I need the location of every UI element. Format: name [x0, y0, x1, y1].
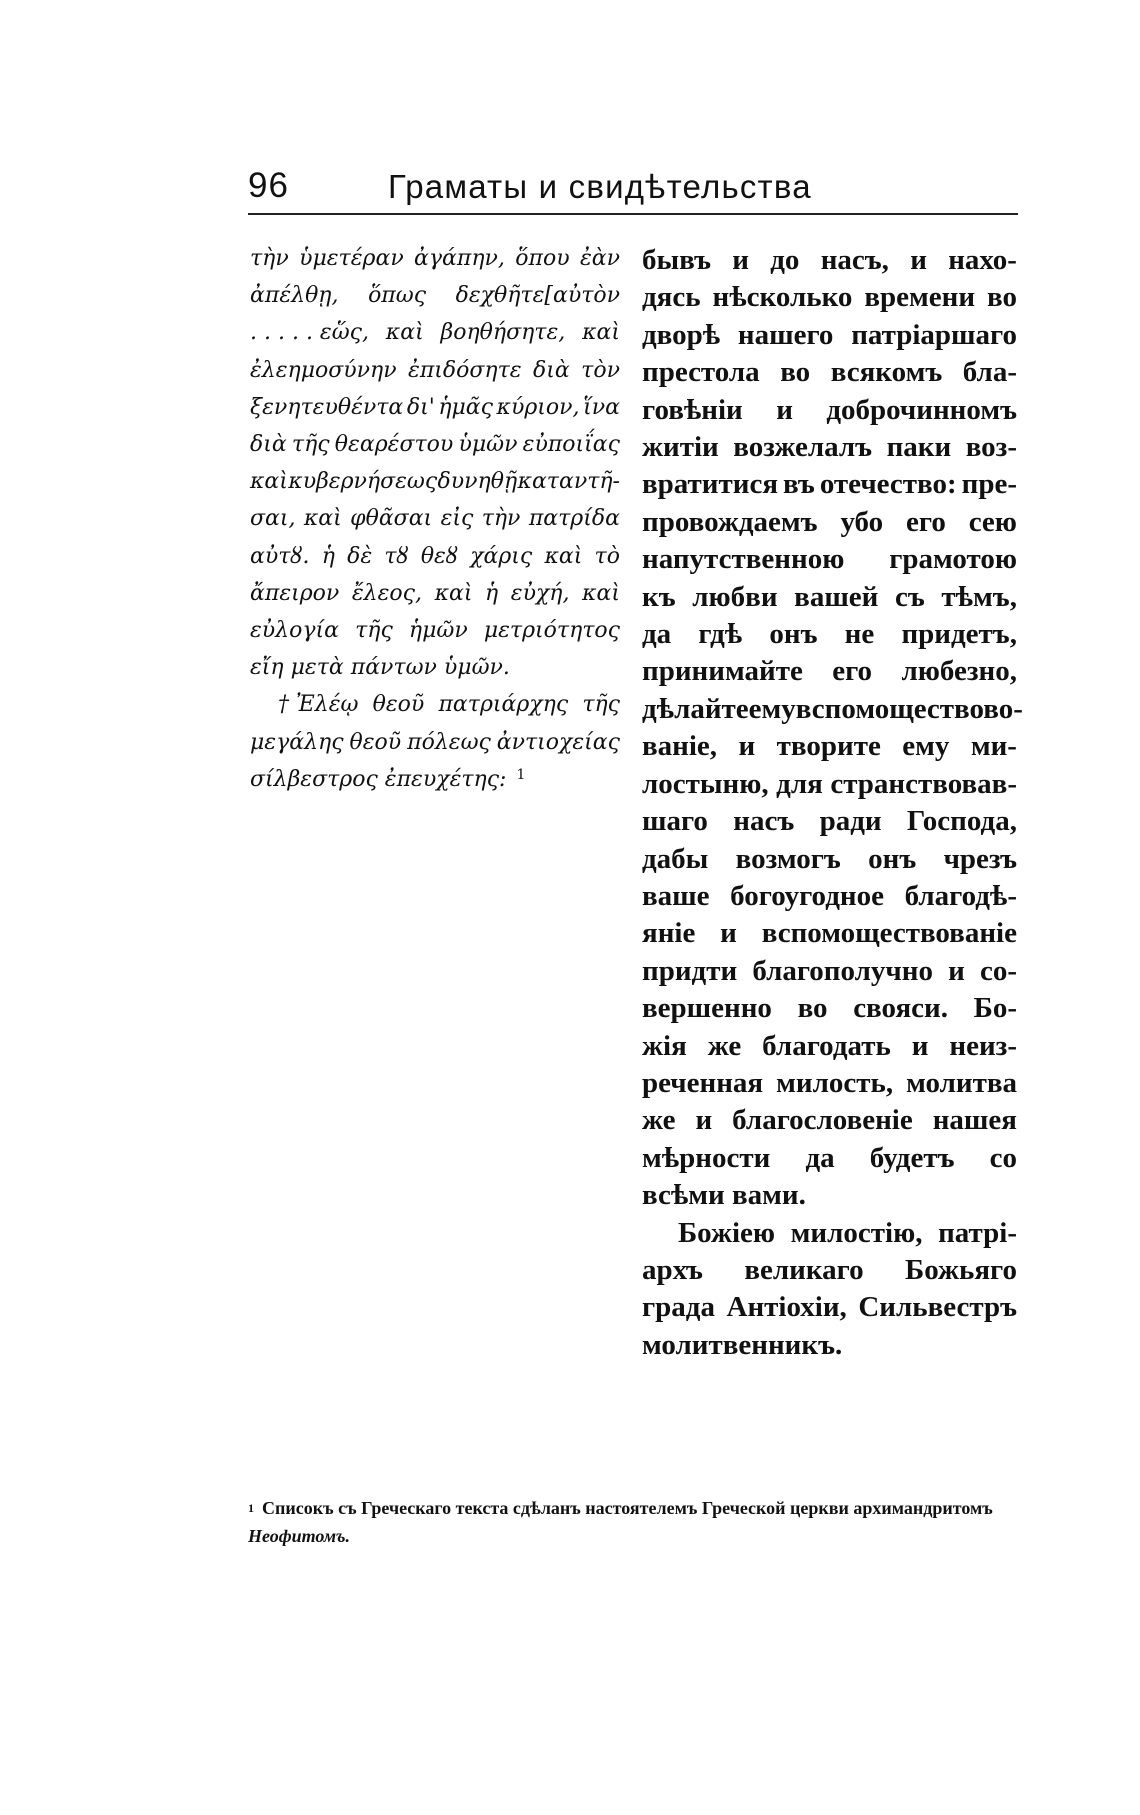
word: τὴν: [481, 506, 521, 532]
word: κυβερνήσεως: [288, 469, 438, 495]
word: καὶ: [582, 320, 620, 346]
text-line: [642, 878, 1017, 915]
footnote: [248, 1494, 1018, 1550]
word: молитвенникъ.: [642, 1328, 843, 1361]
word: всѣми вами.: [642, 1179, 806, 1212]
word: ἐλεημοσύνην: [250, 357, 397, 383]
word: πατρίδα: [528, 506, 620, 532]
word: δεχθῆτε[αὐτὸν: [455, 283, 620, 309]
word: въ: [782, 468, 815, 501]
word: пре-: [961, 468, 1017, 501]
word: τὴν: [250, 246, 289, 271]
word: τὸν: [581, 357, 620, 383]
word: καὶ: [385, 320, 424, 346]
word: его: [832, 655, 873, 688]
text-line: [250, 724, 620, 761]
word: καὶ: [434, 580, 473, 606]
word: во: [797, 992, 828, 1025]
page-header: [248, 158, 1018, 208]
text-line: [642, 1215, 1017, 1252]
word: ἐὰν: [579, 246, 620, 271]
word: εὐποιΐας: [522, 432, 620, 458]
word: милость,: [776, 1066, 894, 1099]
word: дѣлайте: [642, 692, 749, 725]
text-line: [642, 841, 1017, 878]
footnote-text: Списокъ съ Греческаго текста сдѣланъ настоятелемъ Греческой церкви архимандритомъ: [262, 1498, 993, 1518]
word: ἔλεος,: [351, 580, 422, 606]
text-line: [250, 500, 620, 537]
word: со: [989, 1141, 1017, 1174]
word: для: [776, 767, 823, 800]
word: πατριάρχης: [438, 692, 569, 718]
text-line: [642, 803, 1017, 840]
text-line: [642, 1028, 1017, 1065]
word: θεοῦ: [349, 729, 402, 755]
word: † Ἐλέῳ: [278, 692, 359, 718]
word: ὑμῶν: [458, 432, 518, 458]
text-line: [642, 354, 1017, 391]
word: διὰ: [533, 357, 570, 383]
text-line: [642, 279, 1017, 316]
word: и: [776, 393, 793, 426]
word: придти: [642, 954, 738, 987]
text-line: [642, 1252, 1017, 1289]
word: κύριον,: [496, 394, 580, 420]
word: εὐλογία: [250, 618, 339, 644]
text-line: [642, 616, 1017, 653]
word: Бо-: [973, 992, 1017, 1025]
word: φθᾶσαι: [350, 506, 433, 532]
word: чрезъ: [943, 842, 1017, 875]
word: благодѣ-: [904, 879, 1017, 912]
word: ἡμᾶς: [438, 394, 493, 420]
text-line: [250, 352, 620, 389]
word: καὶ: [582, 580, 620, 606]
word: архъ: [642, 1253, 703, 1286]
word: времени: [864, 281, 976, 314]
word: дворѣ: [642, 318, 721, 351]
word: принимайте: [642, 655, 803, 688]
word: ὅπως: [368, 283, 427, 309]
word: мѣрности: [642, 1141, 771, 1174]
word: молитва: [906, 1066, 1017, 1099]
word: πόλεως: [407, 729, 491, 755]
text-line: [642, 504, 1017, 541]
text-line: [250, 277, 620, 314]
word: доброчинномъ: [826, 393, 1017, 426]
word: Господа,: [906, 805, 1017, 838]
word: θεȣ: [420, 543, 459, 569]
word: ваше: [642, 879, 710, 912]
word: ἵνα: [583, 394, 620, 420]
word: ему: [748, 692, 796, 725]
text-line: [642, 1177, 1017, 1214]
word: θεοῦ: [372, 692, 425, 718]
word: ὑμετέραν: [299, 246, 404, 271]
word: и: [910, 244, 927, 276]
word: вспомоществованіе: [761, 917, 1017, 950]
text-line: [250, 575, 620, 612]
word: ми-: [970, 730, 1017, 763]
word: провождаемъ: [642, 505, 818, 538]
word: δι': [406, 394, 435, 420]
greek-column: [250, 240, 620, 798]
footnote-name: Неофитомъ.: [248, 1526, 351, 1546]
text-line: [642, 242, 1017, 279]
word: дабы: [642, 842, 709, 875]
word: вспомоществово-: [795, 692, 1023, 725]
word: ξενητευθέντα: [250, 394, 404, 420]
text-line: [250, 389, 620, 426]
word: великаго: [744, 1253, 864, 1286]
word: къ: [642, 580, 676, 613]
word: богоугодное: [730, 879, 884, 912]
word: съ: [895, 580, 925, 613]
word: δυνηθῇ: [437, 469, 518, 495]
word: δὲ: [347, 543, 373, 569]
word: шаго: [642, 805, 708, 838]
word: нашея: [932, 1104, 1017, 1137]
word: же: [642, 1104, 676, 1137]
word: σίλβεστρος ἐπευχέτης:: [250, 766, 507, 792]
text-line: [250, 761, 620, 798]
word: возжелалъ: [733, 431, 873, 464]
word: τῆς: [291, 432, 330, 458]
word: яніе: [642, 917, 696, 950]
word: возмогъ: [735, 842, 841, 875]
word: ἄπειρον: [250, 580, 340, 606]
word: придетъ,: [901, 618, 1017, 651]
word: ему: [902, 730, 950, 763]
word: убо: [840, 505, 884, 538]
text-line: [250, 686, 620, 723]
text-line: [642, 990, 1017, 1027]
text-line: [642, 728, 1017, 765]
word: . . . . . εὥς,: [250, 320, 369, 346]
word: εἴη μετὰ πάντων ὑμῶν.: [250, 655, 510, 681]
russian-column: [642, 242, 1023, 1364]
text-line: [642, 466, 1017, 503]
word: καὶ: [250, 469, 288, 495]
text-line: [642, 1065, 1017, 1102]
word: милостію,: [790, 1216, 923, 1249]
word: во: [987, 281, 1017, 314]
word: града: [642, 1291, 715, 1324]
word: патрі-: [938, 1216, 1017, 1249]
word: творите: [776, 730, 881, 763]
word: любезно,: [901, 655, 1017, 688]
word: и: [695, 1104, 713, 1137]
word: да: [805, 1141, 835, 1174]
word: всякомъ: [830, 356, 943, 389]
page-number: 96: [248, 166, 289, 205]
word: τῆς: [355, 618, 393, 644]
footnote-marker: 1: [248, 1501, 254, 1515]
word: да: [642, 618, 672, 651]
word: напутственною: [642, 543, 845, 576]
word: διὰ: [250, 432, 287, 458]
word: неиз-: [949, 1029, 1017, 1062]
text-line: [642, 429, 1017, 466]
word: благополучно: [752, 954, 933, 987]
word: εἰς: [440, 506, 474, 532]
text-line: [250, 426, 620, 463]
word: τȣ: [384, 543, 409, 569]
word: и: [911, 1029, 929, 1062]
word: μετριότητος: [483, 618, 620, 644]
word: жія: [642, 1029, 687, 1062]
word: ваніе,: [642, 730, 718, 763]
text-line: [642, 541, 1017, 578]
text-line: [642, 317, 1017, 354]
word: лостыню,: [642, 767, 769, 800]
word: вашей: [794, 580, 879, 613]
text-line: [642, 915, 1017, 952]
word: нахо-: [948, 244, 1017, 276]
text-line: [250, 612, 620, 649]
word: свояси.: [853, 992, 948, 1025]
word: онъ: [769, 618, 818, 651]
text-line: [642, 766, 1017, 803]
word: и: [948, 954, 965, 987]
word: насъ: [733, 805, 795, 838]
text-line: [250, 463, 620, 500]
word: Антіохіи,: [726, 1291, 847, 1324]
word: житіи: [642, 431, 719, 464]
word: же: [707, 1029, 742, 1062]
word: бла-: [962, 356, 1017, 389]
word: μεγάλης: [250, 729, 344, 755]
word: ἡμῶν: [408, 618, 468, 644]
word: ὅπου: [515, 246, 570, 271]
word: гдѣ: [698, 618, 743, 651]
word: βοηθήσητε,: [440, 320, 566, 346]
word: патріаршаго: [851, 318, 1017, 351]
word: ἀγάπην,: [414, 246, 505, 271]
word: не: [844, 618, 875, 651]
word: и: [720, 917, 737, 950]
word: сею: [968, 505, 1017, 538]
word: τῆς: [582, 692, 620, 718]
word: онъ: [868, 842, 917, 875]
word: ἀντιοχείας: [496, 729, 620, 755]
word: до: [770, 244, 800, 276]
word: καταντῆ-: [517, 469, 620, 495]
word: странствовав-: [830, 767, 1017, 800]
text-line: [642, 1140, 1017, 1177]
word: и: [732, 244, 749, 276]
word: τὸ: [594, 543, 620, 569]
word: ἐπιδόσητε: [408, 357, 522, 383]
text-line: [642, 691, 1023, 728]
word: воз-: [965, 431, 1017, 464]
word: будетъ: [869, 1141, 955, 1174]
word: отечество:: [819, 468, 957, 501]
word: любви: [692, 580, 778, 613]
word: благословеніе: [732, 1104, 913, 1137]
word: Сильвестръ: [858, 1291, 1017, 1324]
word: вершенно: [642, 992, 772, 1025]
word: ἡ: [321, 543, 335, 569]
word: Божьяго: [905, 1253, 1017, 1286]
text-line: [642, 653, 1017, 690]
text-line: [250, 240, 620, 277]
header-rule: [248, 213, 1018, 215]
word: реченная: [642, 1066, 764, 1099]
word: говѣніи: [642, 393, 743, 426]
text-line: [250, 649, 620, 686]
word: ради: [819, 805, 882, 838]
text-line: [642, 953, 1017, 990]
word: θεαρέστου: [334, 432, 454, 458]
word: паки: [886, 431, 952, 464]
word: σαι,: [250, 506, 296, 532]
word: χάρις: [470, 543, 533, 569]
word: αὐτȣ.: [250, 543, 310, 569]
word: тѣмъ,: [941, 580, 1017, 613]
word: ἡ: [485, 580, 499, 606]
word: нѣсколько: [712, 281, 853, 314]
word: дясь: [642, 281, 701, 314]
text-line: [642, 1289, 1017, 1326]
footnote-reference: 1: [516, 766, 526, 783]
running-title: Граматы и свидѣтельства: [388, 168, 812, 205]
word: καὶ: [303, 506, 342, 532]
text-line: [250, 538, 620, 575]
word: καὶ: [544, 543, 583, 569]
word: ἀπέλθῃ,: [250, 283, 339, 309]
text-line: [642, 1327, 1017, 1364]
word: εὐχή,: [510, 580, 570, 606]
word: со-: [979, 954, 1017, 987]
word: нашего: [737, 318, 834, 351]
text-line: [642, 579, 1017, 616]
word: Божіею: [678, 1216, 776, 1249]
word: престола: [642, 356, 760, 389]
word: грамотою: [889, 543, 1017, 576]
text-line: [642, 392, 1017, 429]
word: благодать: [762, 1029, 891, 1062]
text-line: [642, 1102, 1017, 1139]
word: во: [780, 356, 811, 389]
word: и: [738, 730, 756, 763]
word: его: [906, 505, 946, 538]
text-line: [250, 314, 620, 351]
word: насъ,: [820, 244, 889, 276]
word: бывъ: [642, 244, 711, 276]
word: вратитися: [642, 468, 779, 501]
